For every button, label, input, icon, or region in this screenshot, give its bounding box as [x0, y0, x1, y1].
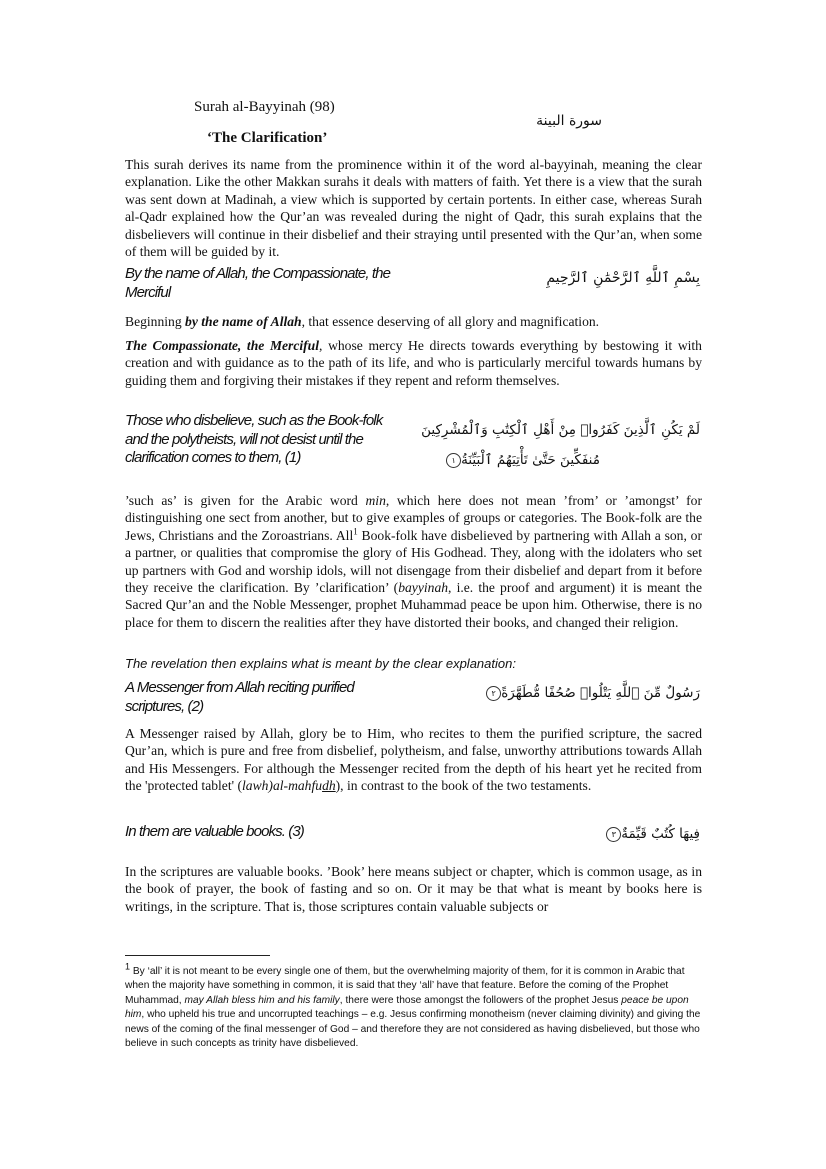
- verse-3-paragraph: In the scriptures are valuable books. ’Book’ here means subject or chapter, which is common usage, as in the book of prayer, the book of fasting and so on. Or it may be that what is meant by books here is writings, in the scripture. That is, those scriptures contain valuable subjects or: [125, 864, 702, 914]
- arabic-text: فِيهَا كُتُبٌ قَيِّمَةٌ: [621, 826, 700, 842]
- basmala-heading: By the name of Allah, the Compassionate, the Merciful: [125, 265, 391, 301]
- emphasis-text: The Compassionate, the Merciful: [125, 338, 320, 353]
- basmala-paragraph-1: [125, 313, 702, 330]
- text-run: , who upheld his true and uncorrupted teachings – e.g. Jesus confirming monotheism (never claiming divinity) and giving the news of the coming of the final messenger of God – and therefore they are not considered as having disbelieved, but those who believe in such concepts as trinity have disbelieved.: [125, 1009, 701, 1050]
- footnote-reference[interactable]: 1: [353, 526, 358, 537]
- footnote-number: 1: [125, 961, 131, 972]
- verse-2-paragraph: [125, 725, 702, 795]
- italic-term: min: [365, 493, 386, 508]
- basmala-paragraph-2: [125, 337, 702, 389]
- ayah-number-icon: ٢: [486, 686, 501, 701]
- intro-paragraph: This surah derives its name from the prominence within it of the word al-bayyinah, meaning the clear explanation. Like the other Makkan surahs it deals with matters of faith. Yet there is a view that the surah was sent down at Madinah, a view which is supported by certain portents. In either case, whereas Surah al-Qadr explained how the Qur’an was revealed during the night of Qadr, this surah explains that the disbelievers will continue in their disbelief and their straying until presented with the Qur’an, when some of them will be guided by it.: [125, 157, 702, 260]
- verse-1-heading: Those who disbelieve, such as the Book-folk and the polytheists, will not desist until the clarification comes to them, (1): [125, 412, 383, 466]
- arabic-basmala: بِسْمِ ٱللَّهِ ٱلرَّحْمَٰنِ ٱلرَّحِيمِ: [546, 270, 700, 286]
- text-run: , i.e. the proof and argument) it is meant the Sacred Qur’an and the Noble Messenger, prophet Muhammad peace be upon him. Otherwise, there is no place for them to discern the realities after they have distorted their books, and changed their religion.: [125, 580, 702, 630]
- text-run: By ‘all’ it is not meant to be every single one of them, but the overwhelming majority of them, for it is common in Arabic that when the majority have something in common, it is said that they ‘all’ have that feature. Before the coming of the Prophet Muhammad,: [125, 966, 685, 1006]
- text-run: , which here does not mean ’from’ or ’amongst’ for distinguishing one sect from another, but to give examples of groups or categories. The Book-folk are the Jews, Christians and the Zoroastrians. All: [125, 493, 703, 543]
- footnote-1: [125, 961, 705, 1051]
- arabic-verse-1-line-1: لَمْ يَكُنِ ٱلَّذِينَ كَفَرُوا۟ مِنْ أَهْلِ ٱلْكِتَٰبِ وَٱلْمُشْرِكِينَ: [421, 422, 700, 438]
- arabic-text: مُنفَكِّينَ حَتَّىٰ تَأْتِيَهُمُ ٱلْبَيِّنَةُ: [461, 452, 600, 468]
- emphasis-text: by the name of Allah: [185, 314, 302, 329]
- text-run: Beginning: [125, 314, 186, 329]
- arabic-verse-3: [520, 826, 700, 842]
- italic-term: bayyinah: [398, 580, 449, 596]
- italic-text: may Allah bless him and his family: [184, 994, 340, 1006]
- transition-line: The revelation then explains what is meant by the clear explanation:: [125, 656, 516, 671]
- italic-term-underlined: dh: [322, 778, 336, 794]
- text-run: ’such as’ is given for the Arabic word: [125, 493, 366, 508]
- italic-text: peace be upon him: [125, 994, 689, 1021]
- arabic-text: رَسُولٌ مِّنَ ٱللَّهِ يَتْلُوا۟ صُحُفًا مُّطَهَّرَةً: [501, 685, 700, 701]
- arabic-surah-title: سورة البينة: [536, 113, 602, 129]
- verse-2-heading: A Messenger from Allah reciting purified scriptures, (2): [125, 679, 354, 715]
- ayah-number-icon: ٣: [606, 827, 621, 842]
- verse-1-paragraph: [125, 492, 702, 631]
- page-subtitle: ‘The Clarification’: [207, 130, 328, 146]
- arabic-verse-2: [440, 685, 700, 701]
- ayah-number-icon: ١: [446, 453, 461, 468]
- text-run: , there were those amongst the followers of the prophet Jesus: [339, 994, 622, 1006]
- verse-3-heading: In them are valuable books. (3): [125, 823, 304, 840]
- arabic-verse-1-line-2: [420, 452, 600, 468]
- text-run: Book-folk have disbelieved by partnering with Allah a son, or a partner, or qualities that compromise the glory of His Godhead. They, along with the idolaters who set up partners with God and worship idols, will not disengage from their disbelief and depart from it before they receive the clarification. By ’clarification’ (: [125, 527, 702, 596]
- footnote-divider: [125, 955, 270, 956]
- text-run: , that essence deserving of all glory and magnification.: [301, 314, 600, 329]
- text-run: A Messenger raised by Allah, glory be to Him, who recites to them the purified scripture, the sacred Qur’an, which is pure and free from disbelief, polytheism, and false, unworthy attributions towards Allah and His Messengers. For although the Messenger recited from the depth of his heart yet he recited from the 'protected tablet' (: [125, 726, 702, 794]
- text-run: ), in contrast to the book of the two testaments.: [335, 778, 592, 794]
- text-run: , whose mercy He directs towards everything by bestowing it with creation and with guidance as to the path of its life, and who is particularly merciful towards humans by guiding them and forgiving their mistakes if they repent and reform themselves.: [125, 338, 702, 388]
- italic-term: lawh)al-mahfu: [242, 778, 323, 794]
- page-title: Surah al-Bayyinah (98): [194, 99, 335, 115]
